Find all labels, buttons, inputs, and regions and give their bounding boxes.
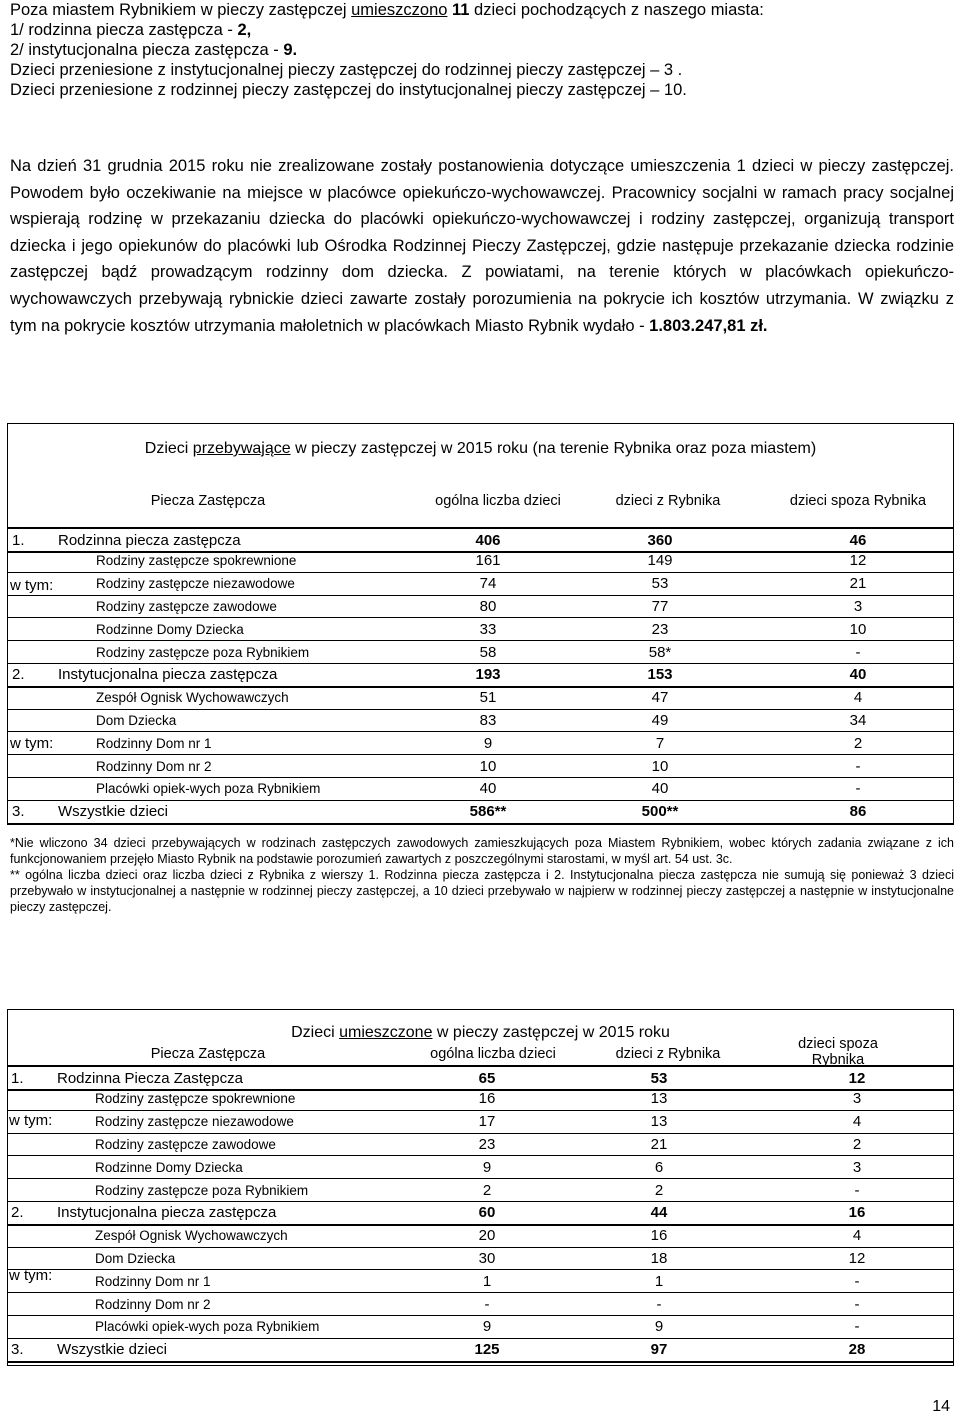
value-rybnik: 53 <box>650 1069 668 1087</box>
value-rybnik: 53 <box>651 575 669 593</box>
row-number: 2. <box>12 666 25 684</box>
value-total: 65 <box>478 1069 496 1087</box>
row-label: Rodzinne Domy Dziecka <box>96 621 244 637</box>
table-row <box>7 1111 954 1134</box>
row-label: Rodziny zastępcze poza Rybnikiem <box>95 1182 309 1198</box>
value-rybnik: 149 <box>647 552 673 570</box>
value-rybnik: 44 <box>650 1204 668 1222</box>
header-ogolna: ogólna liczba dzieci <box>430 1046 556 1062</box>
value-rybnik: 49 <box>651 711 669 729</box>
table-row-category <box>8 664 953 688</box>
value-outside: 21 <box>849 575 867 593</box>
value-outside: 86 <box>849 803 867 821</box>
row-number: 3. <box>11 1341 24 1359</box>
value-rybnik: 2 <box>654 1181 664 1199</box>
table-row <box>8 732 953 755</box>
row-number: 1. <box>11 1069 24 1087</box>
value-outside: 12 <box>849 552 867 570</box>
value-outside: 28 <box>848 1341 866 1359</box>
value-total: - <box>484 1295 490 1313</box>
row-label: Rodzinna Piecza Zastępcza <box>57 1069 243 1087</box>
value-total: 161 <box>475 552 501 570</box>
value-rybnik: 47 <box>651 689 669 707</box>
value-rybnik: 10 <box>651 757 669 775</box>
value-rybnik: 21 <box>650 1135 668 1153</box>
value-outside: 2 <box>852 1135 862 1153</box>
value-total: 60 <box>478 1204 496 1222</box>
row-label: Rodziny zastępcze spokrewnione <box>95 1091 296 1107</box>
header-z-rybnika: dzieci z Rybnika <box>615 1046 721 1062</box>
intro-line-4: Dzieci przeniesione z instytucjonalnej pieczy zastępczej do rodzinnej pieczy zastępczej – 3 . <box>10 61 683 79</box>
value-total: 17 <box>478 1113 496 1131</box>
table-2-header <box>7 1009 954 1068</box>
row-label: Rodzinny Dom nr 2 <box>95 1296 211 1312</box>
value-total: 74 <box>479 575 497 593</box>
value-outside: - <box>855 780 861 798</box>
value-total: 23 <box>478 1135 496 1153</box>
value-outside: 4 <box>853 689 863 707</box>
table-row <box>7 1133 954 1156</box>
footnotes <box>10 835 954 915</box>
value-total: 10 <box>479 757 497 775</box>
value-total: 30 <box>478 1249 496 1267</box>
value-total: 586** <box>469 803 507 821</box>
body-paragraph: Na dzień 31 grudnia 2015 roku nie zrealizowane zostały postanowienia dotyczące umieszczenia 1 dzieci w pieczy zastępczej. Powodem było oczekiwanie na miejsce w placówce opiekuńczo-wychowawczej. Pracownicy socjalni w ramach pracy socjalnej wspierają rodzinę w przekazaniu dziecka do placówki opiekuńczo-wychowawczej i rodziny zastępczej, organizują transport dziecka i jego opiekunów do placówki lub Ośrodka Rodzinnej Pieczy Zastępczej, gdzie następuje przekazanie dziecka rodzinie zastępczej bądź prowadzącym rodzinny dom dziecka. Z powiatami, na terenie których w placówkach opiekuńczo-wychowawczych przebywają rybnickie dzieci zawarte zostały porozumienia na pokrycie ich kosztów utrzymania. W związku z tym na pokrycie kosztów utrzymania małoletnich w placówkach Miasto Rybnik wydało - 1.803.247,81 zł. <box>10 157 954 335</box>
row-number: 2. <box>11 1204 24 1222</box>
table-row-category <box>7 1202 954 1226</box>
value-total: 1 <box>482 1272 492 1290</box>
row-label: Rodziny zastępcze niezawodowe <box>95 1114 294 1130</box>
header-z-rybnika: dzieci z Rybnika <box>615 493 721 509</box>
row-label: Placówki opiek-wych poza Rybnikiem <box>95 1319 320 1335</box>
row-label: Rodziny zastępcze zawodowe <box>95 1136 276 1152</box>
table-row <box>7 1088 954 1111</box>
value-rybnik: 153 <box>647 666 673 684</box>
row-label: Dom Dziecka <box>96 712 177 728</box>
value-outside: 4 <box>852 1227 862 1245</box>
row-label: Rodzinne Domy Dziecka <box>95 1159 243 1175</box>
value-rybnik: 16 <box>650 1227 668 1245</box>
table-row <box>7 1179 954 1202</box>
table-row <box>8 573 953 596</box>
row-label: Rodzinna piecza zastępcza <box>58 531 241 549</box>
header-spoza: dzieci spoza Rybnika <box>789 493 927 509</box>
value-total: 2 <box>482 1181 492 1199</box>
value-total: 33 <box>479 620 497 638</box>
table-row <box>8 641 953 664</box>
table-title: Dzieci umieszczone w pieczy zastępczej w 2015 roku <box>291 1024 670 1041</box>
row-number: 1. <box>12 531 25 549</box>
value-rybnik: 7 <box>655 734 665 752</box>
value-outside: - <box>855 643 861 661</box>
value-outside: 2 <box>853 734 863 752</box>
value-outside: 40 <box>849 666 867 684</box>
value-rybnik: - <box>656 1295 662 1313</box>
intro-line-2: 1/ rodzinna piecza zastępcza - 2, <box>10 21 252 39</box>
value-rybnik: 77 <box>651 597 669 615</box>
value-total: 40 <box>479 780 497 798</box>
wtym-label: w tym: <box>9 1267 53 1284</box>
value-outside: 12 <box>848 1069 866 1087</box>
table-row <box>7 1293 954 1316</box>
value-rybnik: 58* <box>648 643 672 661</box>
page-number: 14 <box>932 1398 950 1415</box>
header-piecza: Piecza Zastępcza <box>150 1046 266 1062</box>
value-total: 51 <box>479 689 497 707</box>
table-row <box>8 709 953 732</box>
row-label: Zespół Ognisk Wychowawczych <box>96 690 289 706</box>
value-total: 80 <box>479 597 497 615</box>
row-label: Rodziny zastępcze poza Rybnikiem <box>96 644 310 660</box>
value-outside: 10 <box>849 620 867 638</box>
value-outside: 3 <box>853 597 863 615</box>
value-outside: - <box>854 1272 860 1290</box>
intro-line-5: Dzieci przeniesione z rodzinnej pieczy zastępczej do instytucjonalnej pieczy zastępczej – 10. <box>10 81 687 99</box>
value-outside: - <box>854 1181 860 1199</box>
value-total: 9 <box>482 1318 492 1336</box>
value-outside: 12 <box>848 1249 866 1267</box>
row-label: Placówki opiek-wych poza Rybnikiem <box>96 781 321 797</box>
value-total: 193 <box>475 666 501 684</box>
value-rybnik: 1 <box>654 1272 664 1290</box>
value-total: 125 <box>474 1341 500 1359</box>
value-rybnik: 360 <box>647 531 673 549</box>
table-row-category <box>7 1065 954 1091</box>
value-rybnik: 9 <box>654 1318 664 1336</box>
value-rybnik: 18 <box>650 1249 668 1267</box>
table-row <box>7 1247 954 1270</box>
value-outside: - <box>854 1295 860 1313</box>
table-row-category <box>7 1339 954 1363</box>
footnote-1: *Nie wliczono 34 dzieci przebywających w rodzinach zastępczych zawodowych zamieszkujących poza Miastem Rybnikiem, wobec których zadania związane z ich funkcjonowaniem przejęło Miasto Rybnik na podstawie porozumień zawartych z poszczególnymi starostami, w myśl art. 54 ust. 3c. <box>10 836 954 866</box>
value-rybnik: 40 <box>651 780 669 798</box>
value-rybnik: 23 <box>651 620 669 638</box>
intro-block <box>10 0 950 100</box>
value-outside: 4 <box>852 1113 862 1131</box>
table-row <box>8 687 953 710</box>
row-label: Rodzinny Dom nr 1 <box>96 735 212 751</box>
value-rybnik: 13 <box>650 1090 668 1108</box>
header-spoza: dzieci spoza Rybnika <box>798 1036 878 1068</box>
table-row-category <box>8 801 953 825</box>
table-row <box>7 1225 954 1248</box>
value-total: 83 <box>479 711 497 729</box>
value-rybnik: 97 <box>650 1341 668 1359</box>
value-rybnik: 13 <box>650 1113 668 1131</box>
value-rybnik: 6 <box>654 1158 664 1176</box>
row-label: Rodziny zastępcze zawodowe <box>96 598 277 614</box>
value-outside: 16 <box>848 1204 866 1222</box>
value-outside: 3 <box>852 1158 862 1176</box>
table-title: Dzieci przebywające w pieczy zastępczej w 2015 roku (na terenie Rybnika oraz poza miastem) <box>144 440 817 457</box>
row-label: Zespół Ognisk Wychowawczych <box>95 1228 288 1244</box>
value-total: 16 <box>478 1090 496 1108</box>
wtym-label: w tym: <box>9 1112 53 1129</box>
intro-line-3: 2/ instytucjonalna piecza zastępcza - 9. <box>10 41 298 59</box>
header-piecza: Piecza Zastępcza <box>150 493 266 509</box>
value-outside: - <box>855 757 861 775</box>
row-number: 3. <box>12 803 25 821</box>
header-ogolna: ogólna liczba dzieci <box>435 493 561 509</box>
table-row <box>7 1316 954 1339</box>
row-label: Wszystkie dzieci <box>57 1341 168 1359</box>
value-outside: 3 <box>852 1090 862 1108</box>
table-row <box>7 1156 954 1179</box>
value-outside: 46 <box>849 531 867 549</box>
row-label: Instytucjonalna piecza zastępcza <box>58 666 278 684</box>
row-label: Wszystkie dzieci <box>58 803 169 821</box>
row-label: Rodziny zastępcze niezawodowe <box>96 576 295 592</box>
value-outside: 34 <box>849 711 867 729</box>
value-total: 20 <box>478 1227 496 1245</box>
table-row <box>8 618 953 641</box>
table-row <box>8 755 953 778</box>
value-rybnik: 500** <box>641 803 679 821</box>
row-label: Rodzinny Dom nr 1 <box>95 1273 211 1289</box>
table-row <box>8 550 953 573</box>
row-label: Dom Dziecka <box>95 1250 176 1266</box>
table-row <box>8 778 953 801</box>
row-label: Rodziny zastępcze spokrewnione <box>96 553 297 569</box>
table-row <box>8 595 953 618</box>
table-children-staying <box>7 423 954 825</box>
table-row <box>7 1270 954 1293</box>
value-outside: - <box>854 1318 860 1336</box>
intro-line-1: Poza miastem Rybnikiem w pieczy zastępczej umieszczono 11 dzieci pochodzących z naszego miasta: <box>10 1 764 19</box>
value-total: 406 <box>475 531 501 549</box>
value-total: 9 <box>482 1158 492 1176</box>
value-total: 9 <box>483 734 493 752</box>
row-label: Instytucjonalna piecza zastępcza <box>57 1204 277 1222</box>
wtym-label: w tym: <box>10 577 54 594</box>
wtym-label: w tym: <box>10 735 54 752</box>
row-label: Rodzinny Dom nr 2 <box>96 758 212 774</box>
footnote-2: ** ogólna liczba dzieci oraz liczba dzieci z Rybnika z wierszy 1. Rodzinna piecza zastępcza i 2. Instytucjonalna piecza zastępcza nie sumują się ponieważ 3 dzieci przebywało w instytucjonalnej a następnie w rodzinnej pieczy zastępczej, a 10 dzieci przebywało w najpierw w rodzinnej pieczy zastępczej a następnie w instytucjonalne pieczy zastępczej. <box>10 868 954 914</box>
value-total: 58 <box>479 643 497 661</box>
